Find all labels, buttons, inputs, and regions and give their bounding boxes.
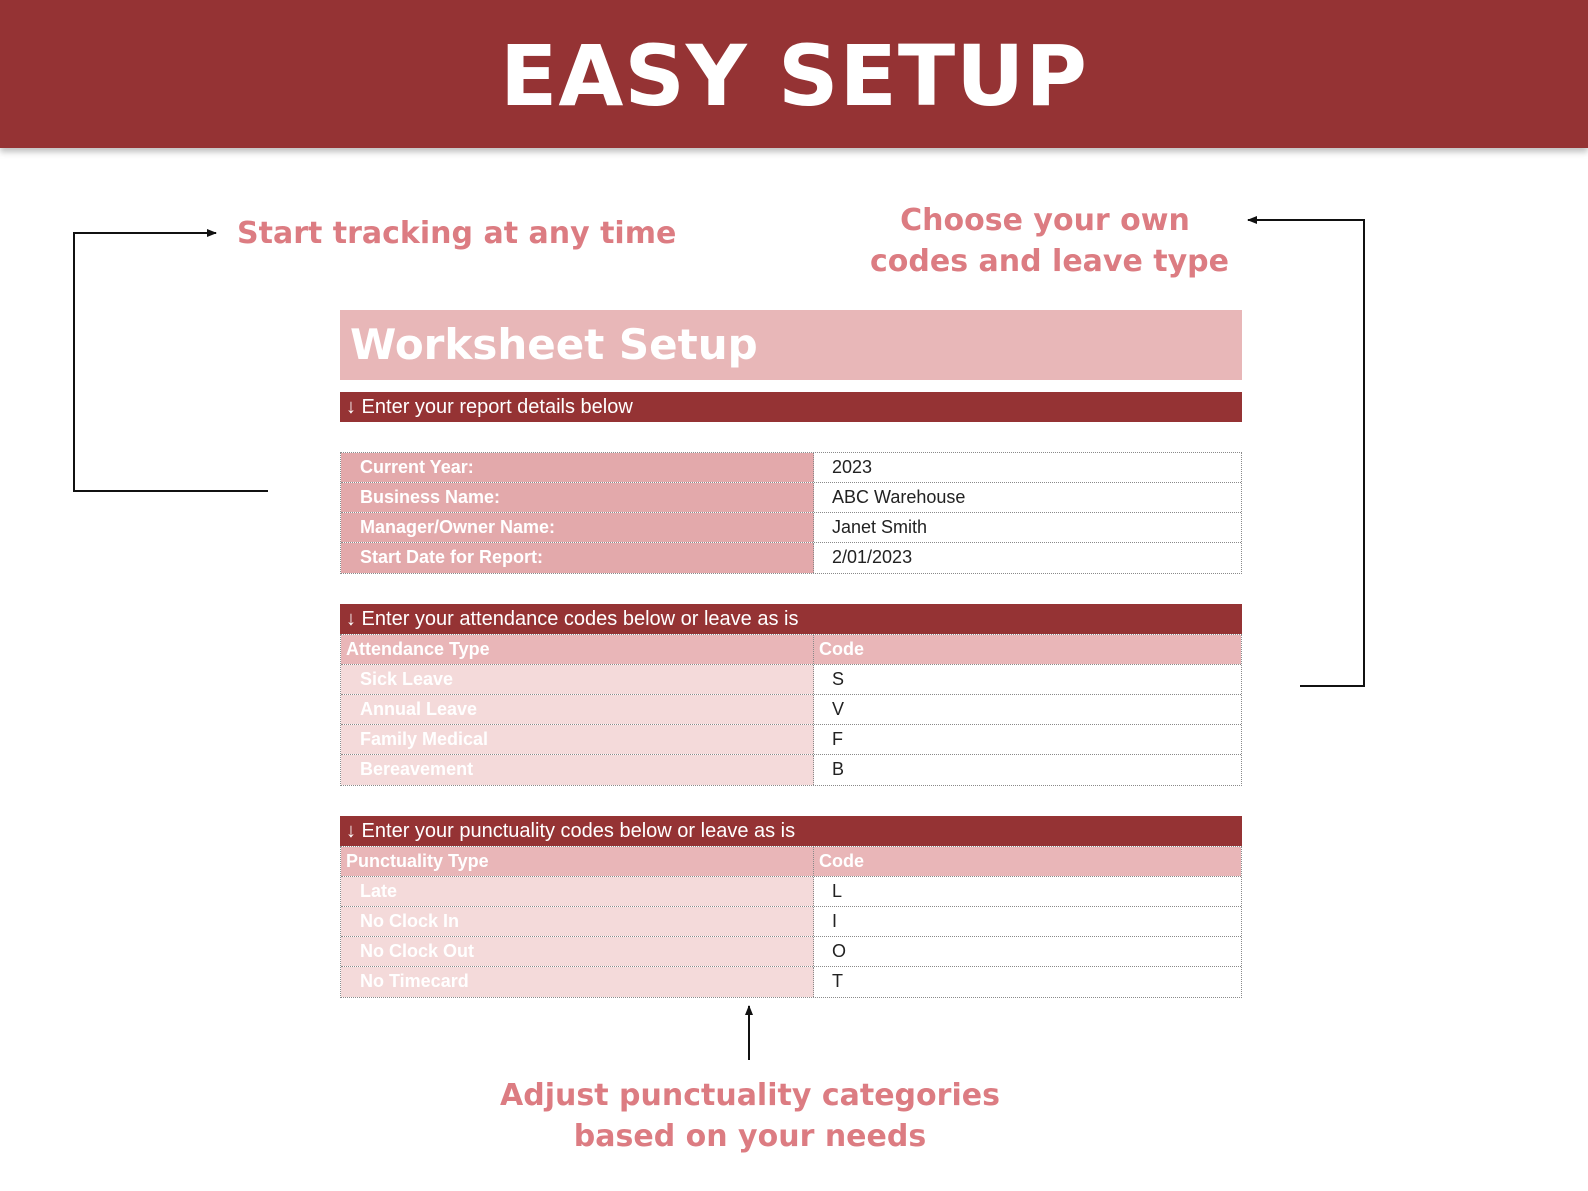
- attendance-code-cell[interactable]: S: [814, 665, 1241, 694]
- punctuality-code-cell[interactable]: T: [814, 967, 1241, 997]
- table-header-row: [341, 635, 1241, 665]
- table-row: [341, 513, 1241, 543]
- callout-adjust-punctuality: [490, 1075, 1010, 1157]
- punctuality-type-cell[interactable]: Late: [341, 877, 814, 906]
- sheet-title: Worksheet Setup: [340, 310, 1242, 380]
- punctuality-type-cell[interactable]: No Timecard: [341, 967, 814, 997]
- column-header-punctuality-type: Punctuality Type: [341, 847, 814, 876]
- attendance-type-cell[interactable]: Annual Leave: [341, 695, 814, 724]
- table-row: [341, 665, 1241, 695]
- banner-title: EASY SETUP: [500, 27, 1088, 125]
- punctuality-type-cell[interactable]: No Clock In: [341, 907, 814, 936]
- report-details-table: [340, 452, 1242, 574]
- detail-label: Current Year:: [341, 453, 814, 482]
- attendance-type-cell[interactable]: Bereavement: [341, 755, 814, 785]
- table-row: [341, 543, 1241, 573]
- details-header: ↓ Enter your report details below: [340, 392, 1242, 422]
- table-header-row: [341, 847, 1241, 877]
- attendance-type-cell[interactable]: Family Medical: [341, 725, 814, 754]
- callout-choose-codes-line1: Choose your own: [900, 203, 1190, 238]
- punctuality-code-cell[interactable]: O: [814, 937, 1241, 966]
- punctuality-code-cell[interactable]: I: [814, 907, 1241, 936]
- column-header-code: Code: [814, 635, 1241, 664]
- punctuality-code-cell[interactable]: L: [814, 877, 1241, 906]
- table-row: [341, 483, 1241, 513]
- detail-label: Start Date for Report:: [341, 543, 814, 573]
- punctuality-header: ↓ Enter your punctuality codes below or leave as is: [340, 816, 1242, 846]
- left-arrow: [74, 233, 268, 491]
- table-row: [341, 453, 1241, 483]
- attendance-type-cell[interactable]: Sick Leave: [341, 665, 814, 694]
- column-header-attendance-type: Attendance Type: [341, 635, 814, 664]
- attendance-code-cell[interactable]: F: [814, 725, 1241, 754]
- detail-label: Manager/Owner Name:: [341, 513, 814, 542]
- detail-value-manager-name[interactable]: Janet Smith: [814, 513, 1241, 542]
- detail-value-start-date[interactable]: 2/01/2023: [814, 543, 1241, 573]
- punctuality-type-cell[interactable]: No Clock Out: [341, 937, 814, 966]
- worksheet-setup: [340, 310, 1242, 998]
- callout-start-tracking: Start tracking at any time: [237, 216, 677, 251]
- detail-value-business-name[interactable]: ABC Warehouse: [814, 483, 1241, 512]
- attendance-code-cell[interactable]: B: [814, 755, 1241, 785]
- callout-choose-codes-line2: codes and leave type: [870, 244, 1229, 279]
- callout-adjust-line1: Adjust punctuality categories: [500, 1078, 1000, 1113]
- table-row: [341, 755, 1241, 785]
- column-header-code: Code: [814, 847, 1241, 876]
- punctuality-codes-table: [340, 846, 1242, 998]
- table-row: [341, 877, 1241, 907]
- table-row: [341, 725, 1241, 755]
- right-arrow: [1248, 220, 1364, 686]
- detail-value-current-year[interactable]: 2023: [814, 453, 1241, 482]
- detail-label: Business Name:: [341, 483, 814, 512]
- attendance-codes-table: [340, 634, 1242, 786]
- callout-choose-codes: [870, 200, 1229, 282]
- attendance-code-cell[interactable]: V: [814, 695, 1241, 724]
- callout-adjust-line2: based on your needs: [573, 1119, 927, 1154]
- table-row: [341, 967, 1241, 997]
- table-row: [341, 907, 1241, 937]
- table-row: [341, 937, 1241, 967]
- table-row: [341, 695, 1241, 725]
- attendance-header: ↓ Enter your attendance codes below or leave as is: [340, 604, 1242, 634]
